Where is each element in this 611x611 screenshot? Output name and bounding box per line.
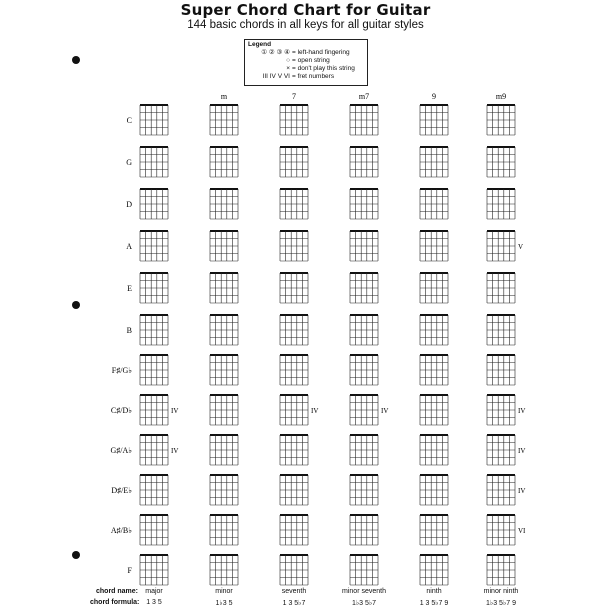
column-chord-name: major — [145, 588, 163, 595]
chord-diagram — [140, 147, 168, 177]
chord-diagram — [350, 273, 378, 303]
row-key-label: C♯/D♭ — [110, 406, 132, 415]
column-chord-name: minor — [215, 588, 233, 595]
column-chord-name: minor seventh — [342, 588, 386, 595]
chart-subtitle: 144 basic chords in all keys for all guitar styles — [187, 19, 424, 31]
column-symbol: m9 — [495, 92, 507, 101]
chord-diagram — [487, 355, 515, 385]
chord-diagram — [280, 147, 308, 177]
chord-diagram — [420, 147, 448, 177]
column-chord-formula: 1 3 5♭7 9 — [419, 600, 449, 607]
chord-diagram — [210, 475, 238, 505]
chord-diagram — [280, 273, 308, 303]
chord-diagram — [350, 231, 378, 261]
fret-number-label: IV — [311, 407, 319, 415]
chord-diagram — [420, 555, 448, 585]
chord-diagram — [350, 315, 378, 345]
chord-diagram — [487, 231, 523, 261]
chord-diagram — [350, 555, 378, 585]
chord-diagram — [350, 355, 378, 385]
chord-diagram — [210, 355, 238, 385]
chord-diagram — [350, 147, 378, 177]
chord-diagram — [210, 231, 238, 261]
chord-diagram — [210, 515, 238, 545]
chord-diagram — [140, 555, 168, 585]
chord-diagram — [280, 395, 318, 425]
chord-diagram — [280, 355, 308, 385]
chord-diagram — [487, 105, 515, 135]
chord-diagram — [350, 395, 388, 425]
chord-diagram — [210, 435, 238, 465]
chord-diagram — [140, 515, 168, 545]
chord-diagram — [420, 231, 448, 261]
row-key-label: G — [126, 158, 132, 167]
column-symbol: m — [220, 92, 228, 101]
chord-diagram — [420, 189, 448, 219]
column-chord-formula: 1♭3 5 — [215, 600, 233, 607]
row-key-label: A♯/B♭ — [110, 526, 132, 535]
row-key-label: B — [126, 326, 132, 335]
chord-diagram — [280, 515, 308, 545]
chord-diagram — [420, 105, 448, 135]
row-key-label: D♯/E♭ — [111, 486, 132, 495]
chord-diagram — [210, 189, 238, 219]
chord-diagram — [210, 315, 238, 345]
chord-diagram — [350, 515, 378, 545]
column-chord-name: ninth — [426, 588, 442, 595]
chord-diagram — [140, 189, 168, 219]
chord-diagram — [140, 355, 168, 385]
row-key-label: F — [127, 566, 132, 575]
chord-diagram — [350, 189, 378, 219]
chord-diagram — [487, 315, 515, 345]
row-key-label: D — [126, 200, 132, 209]
chord-diagram — [420, 475, 448, 505]
chord-diagram — [140, 475, 168, 505]
column-symbol: 7 — [292, 92, 296, 101]
column-chord-formula: 1 3 5 — [146, 599, 162, 606]
chord-diagram — [280, 315, 308, 345]
row-key-label: C — [126, 116, 132, 125]
legend-text: = left-hand fingering — [292, 49, 350, 56]
chord-diagram — [420, 395, 448, 425]
column-symbol: 9 — [432, 92, 436, 101]
legend-symbol: III IV V VI — [262, 73, 290, 80]
chord-diagram — [140, 395, 178, 425]
chord-diagram — [350, 475, 378, 505]
chord-diagram — [280, 435, 308, 465]
chord-diagram — [140, 273, 168, 303]
fret-number-label: IV — [518, 407, 526, 415]
chord-diagram — [350, 435, 378, 465]
chord-diagram — [280, 189, 308, 219]
chord-diagram — [420, 355, 448, 385]
chord-diagram — [280, 105, 308, 135]
chord-diagram — [140, 231, 168, 261]
chord-diagram — [487, 147, 515, 177]
column-chord-name: minor ninth — [483, 588, 519, 595]
column-chord-formula: 1♭3 5♭7 9 — [486, 600, 516, 607]
chord-diagram — [210, 395, 238, 425]
fret-number-label: IV — [518, 447, 526, 455]
chord-formula-label: chord formula: — [90, 599, 140, 606]
chord-diagram — [420, 315, 448, 345]
row-key-label: G♯/A♭ — [110, 446, 132, 455]
chord-diagram — [487, 189, 515, 219]
chord-diagram — [210, 147, 238, 177]
column-chord-name: seventh — [281, 588, 307, 595]
legend-heading: Legend — [248, 41, 272, 48]
row-key-label: F♯/G♭ — [111, 366, 132, 375]
chord-diagram — [487, 515, 526, 545]
column-symbol: m7 — [358, 92, 370, 101]
legend-text: = don't play this string — [292, 65, 355, 72]
legend-text: = open string — [292, 57, 330, 64]
chord-diagram — [280, 555, 308, 585]
column-chord-formula: 1 3 5♭7 — [282, 600, 306, 607]
chord-diagram — [487, 475, 525, 505]
chord-diagram — [487, 555, 515, 585]
legend-text: = fret numbers — [292, 73, 335, 80]
chord-diagram — [140, 435, 178, 465]
chord-diagram — [420, 515, 448, 545]
chord-diagram — [280, 231, 308, 261]
chord-diagram — [487, 395, 525, 425]
chord-diagram — [210, 555, 238, 585]
chord-diagram — [420, 435, 448, 465]
column-chord-formula: 1♭3 5♭7 — [351, 600, 377, 607]
fret-number-label: IV — [518, 487, 526, 495]
legend-symbol: × — [286, 65, 290, 72]
legend-symbol: ○ — [286, 57, 290, 64]
fret-number-label: IV — [381, 407, 389, 415]
row-key-label: E — [127, 284, 132, 293]
chart-title: Super Chord Chart for Guitar — [180, 1, 431, 19]
chord-diagram — [280, 475, 308, 505]
chord-diagram — [487, 273, 515, 303]
fret-number-label: IV — [171, 407, 179, 415]
row-key-label: A — [126, 242, 132, 251]
chord-diagram — [140, 105, 168, 135]
legend-symbol: ① ② ③ ④ — [261, 49, 290, 56]
chord-diagram — [140, 315, 168, 345]
chord-name-label: chord name: — [96, 588, 139, 595]
chord-diagram — [487, 435, 525, 465]
fret-number-label: IV — [171, 447, 179, 455]
chord-diagram — [210, 105, 238, 135]
fret-number-label: VI — [518, 527, 526, 535]
fret-number-label: V — [518, 243, 524, 251]
chord-diagram — [210, 273, 238, 303]
chord-diagram — [350, 105, 378, 135]
chord-diagram — [420, 273, 448, 303]
